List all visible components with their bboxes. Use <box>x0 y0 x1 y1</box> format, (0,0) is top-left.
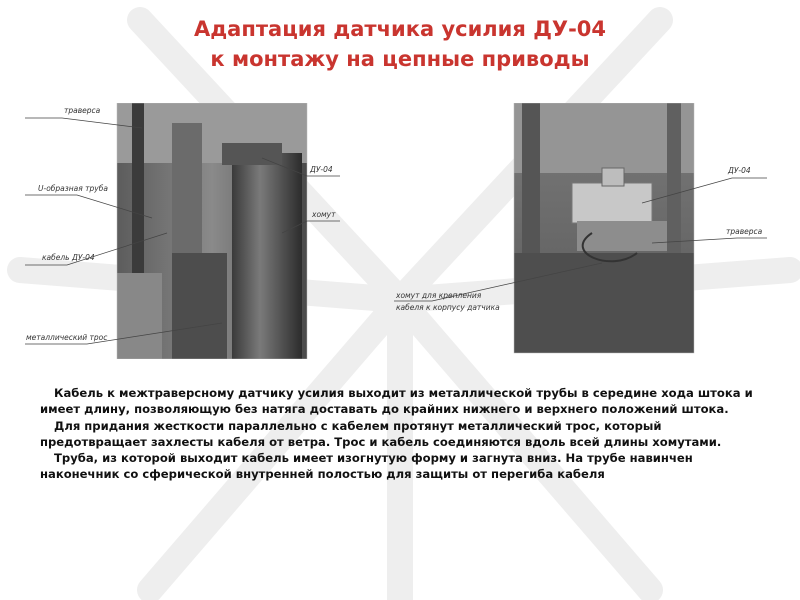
callout-clamp-line-2: кабеля к корпусу датчика <box>396 303 500 312</box>
left-photo-panel <box>22 103 347 359</box>
callout-cable: кабель ДУ-04 <box>42 253 95 262</box>
right-photo-panel <box>392 103 772 359</box>
callout-traversa: траверса <box>64 106 101 115</box>
left-photo <box>22 103 347 359</box>
title-line-1: Адаптация датчика усилия ДУ-04 <box>193 17 607 41</box>
callout-clamp-line-1: хомут для крепления <box>396 291 482 300</box>
paragraph-3 <box>40 450 760 483</box>
callout-u-pipe: U-образная труба <box>38 184 108 193</box>
callout-traversa: траверса <box>726 227 763 236</box>
callout-du04: ДУ-04 <box>310 165 333 174</box>
callout-clamp: хомут <box>312 210 336 219</box>
paragraph-3-text: Труба, из которой выходит кабель имеет изогнутую форму и загнута вниз. На трубе навинчен наконечник со сферической внутренней полостью для защиты от перегиба кабеля <box>40 451 693 482</box>
right-photo <box>392 103 772 359</box>
callout-du04: ДУ-04 <box>728 166 751 175</box>
paragraph-2 <box>40 418 760 451</box>
callout-wire: металлический трос <box>26 333 108 342</box>
title-line-2: к монтажу на цепные приводы <box>210 47 590 71</box>
page-title <box>0 14 800 74</box>
paragraph-2-text: Для придания жесткости параллельно с кабелем протянут металлический трос, который предотвращает захлесты кабеля от ветра. Трос и кабель соединяются вдоль всей длины хомутами. <box>40 418 722 449</box>
paragraph-1 <box>40 385 760 418</box>
paragraph-1-text: Кабель к межтраверсному датчику усилия выходит из металлической трубы в середине хода штока и имеет длину, позволяющую без натяга доставать до крайних нижнего и верхнего положений штока. <box>40 386 753 417</box>
description-text <box>40 385 760 483</box>
